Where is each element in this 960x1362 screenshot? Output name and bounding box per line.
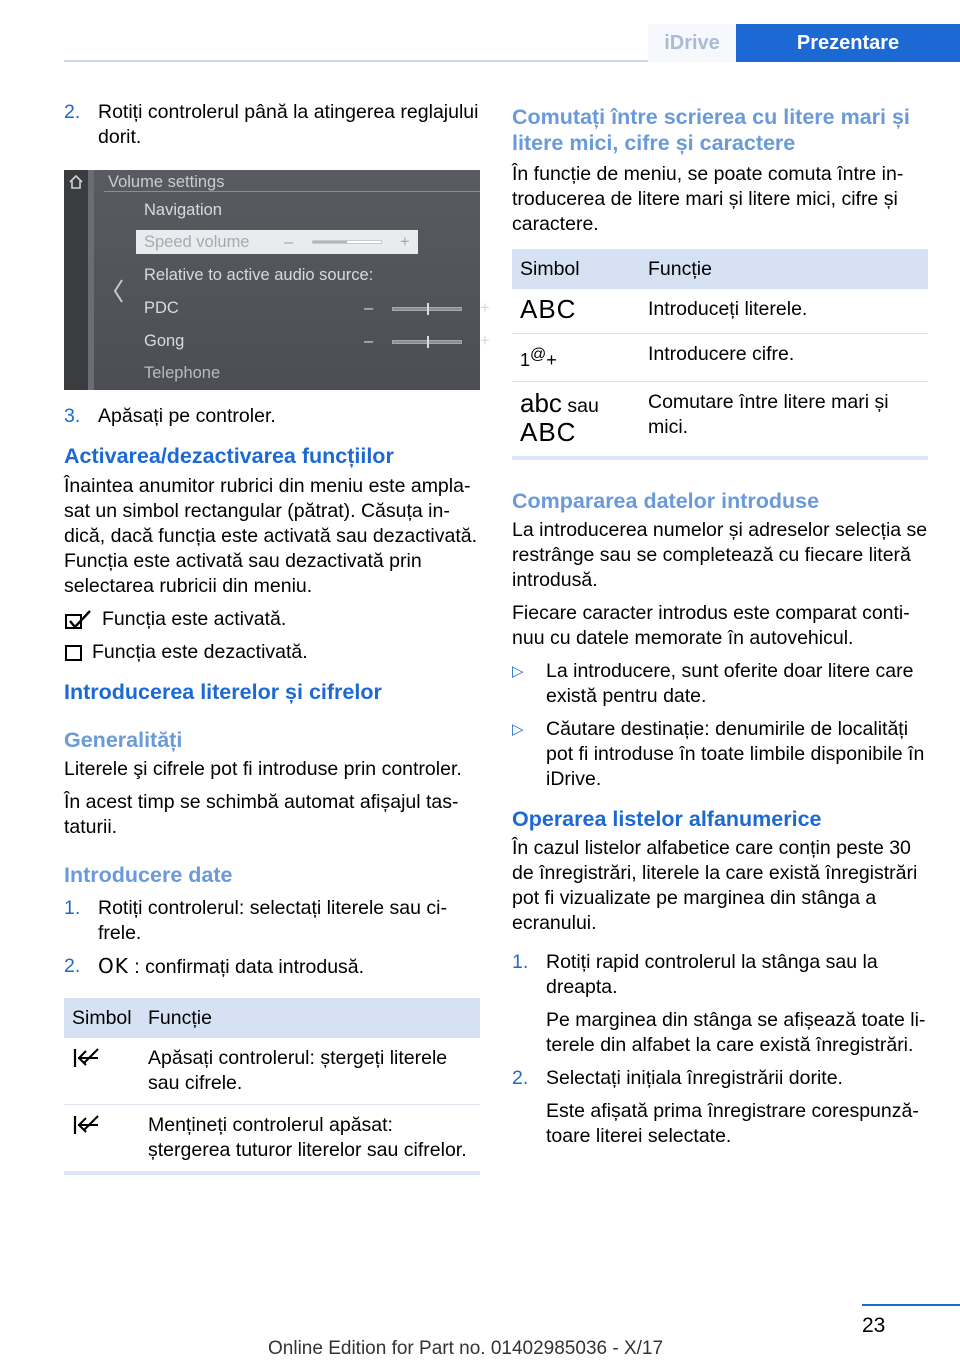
list-step-2: 2. Selectați inițiala înregistrării dorite. Este afișată prima înregistrare corespunzătoare literei selectate. <box>512 1067 919 1147</box>
speed-volume-slider[interactable] <box>312 240 382 244</box>
menu-row-relative: Relative to active audio source: <box>144 266 374 284</box>
triangle-bullet-icon: ▷ <box>512 663 524 680</box>
abc-uppercase-symbol: ABC <box>520 417 577 447</box>
footer-rule <box>862 1304 960 1306</box>
step-3: 3. Apăsați pe controler. <box>64 405 276 427</box>
numbers-symbol: 1@+ <box>520 346 557 370</box>
heading-activare: Activarea/dezactivarea funcțiilor <box>64 444 394 468</box>
check-on-line: Funcția este activată. <box>64 607 480 632</box>
heading-comutati: Comutați între scrierea cu litere mari și litere mici, cifre și caractere <box>512 105 910 155</box>
pdc-slider[interactable] <box>392 307 462 311</box>
heading-compararea: Compararea datelor introduse <box>512 489 820 513</box>
screen-title: Volume settings <box>108 173 225 191</box>
chevron-left-icon[interactable] <box>112 278 124 304</box>
right-column <box>512 104 928 1157</box>
menu-row-speed-volume[interactable]: Speed volume – + <box>136 230 418 254</box>
heading-generalitati: Generalități <box>64 728 183 752</box>
list-step-1: 1. Rotiți rapid controlerul la stânga sau la dreapta. Pe marginea din stânga se afișează toate literele din alfabet la care există înregistrări. <box>512 951 926 1056</box>
abc-uppercase-symbol: ABC <box>520 294 577 324</box>
page-number: 23 <box>862 1314 886 1337</box>
heading-introducerea: Introducerea literelor și cifrelor <box>64 680 382 704</box>
step-text: Rotiți controlerul până la atingerea reglajului dorit. <box>98 101 479 148</box>
table-header-row: Simbol Funcție <box>64 998 480 1038</box>
paragraph-operarea: În cazul listelor alfabetice care conțin peste 30 de înregistrări, literele la care există înregistrări pot fi vizualizate pe marginea din stânga a ecranului. <box>512 837 918 934</box>
check-off-line: Funcția este dezactivată. <box>64 640 480 665</box>
volume-settings-screenshot <box>64 170 490 390</box>
switch-symbols-table <box>512 249 928 460</box>
paragraph-activare: Înaintea anumitor rubrici din meniu este amplasat un simbol rectangular (pătrat). Căsuța indică, dacă funcția este activată sau dezactivată. Funcția este activată sau dezactivată prin selectarea rubricii din meniu. <box>64 475 477 597</box>
table-header-row: Simbol Funcție <box>512 249 928 289</box>
menu-row-telephone[interactable]: Telephone <box>144 364 221 382</box>
abc-lowercase-symbol: abc <box>520 388 562 418</box>
header-tab-prezentare[interactable]: Prezentare <box>736 24 960 62</box>
screen-title-underline <box>104 191 480 192</box>
date-step-2: 2. OK : confirmați data introdusă. <box>64 954 365 978</box>
gong-slider[interactable] <box>392 340 462 344</box>
ok-symbol: OK <box>98 954 129 978</box>
paragraph-comp-2: Fiecare caracter introdus este comparat continuu cu datele memorate în autovehicul. <box>512 602 910 649</box>
paragraph-gen-1: Literele şi cifrele pot fi introduse prin controler. <box>64 758 462 780</box>
step-number: 2. <box>64 101 81 123</box>
paragraph-gen-2: În acest timp se schimbă automat afișajul tastaturii. <box>64 791 459 838</box>
paragraph-comutati: În funcție de meniu, se poate comuta între introducerea de litere mari și litere mici, cifre și caractere. <box>512 163 904 235</box>
delete-symbols-table <box>64 998 480 1175</box>
step-2 <box>64 100 480 150</box>
checkbox-checked-icon <box>64 609 94 631</box>
checkbox-empty-icon <box>64 643 86 663</box>
menu-row-gong[interactable]: Gong – + <box>144 332 490 350</box>
menu-row-navigation[interactable]: Navigation <box>144 201 222 219</box>
list-item: ▷ Căutare destinație: denumirile de localități pot fi introduse în toate limbile disponibile în iDrive. <box>512 718 925 790</box>
edition-footer: Online Edition for Part no. 01402985036 - X/17 <box>268 1338 664 1359</box>
table-row: ABC Introduceți literele. <box>512 289 928 334</box>
header-tab-idrive[interactable]: iDrive <box>648 24 736 62</box>
heading-operarea: Operarea listelor alfanumerice <box>512 807 822 831</box>
delete-all-arrow-icon <box>72 1113 102 1137</box>
table-row: abc sau ABC Comutare între litere mari și mici. <box>520 388 889 447</box>
table-row: Apăsați controlerul: ștergeți literele sau cifrele. <box>64 1038 480 1105</box>
paragraph-comp-1: La introducerea numelor și adreselor selecția se restrânge sau se completează cu fiecare literă introdusă. <box>512 519 928 591</box>
table-row: 1@+ Introducere cifre. <box>512 334 928 382</box>
home-icon <box>68 175 84 189</box>
triangle-bullet-icon: ▷ <box>512 721 524 738</box>
list-item: ▷ La introducere, sunt oferite doar litere care există pentru date. <box>512 660 914 707</box>
table-row: Mențineți controlerul apăsat: ștergerea tuturor literelor sau cifrelor. <box>64 1105 480 1174</box>
left-column <box>64 100 490 1189</box>
menu-row-pdc[interactable]: PDC – + <box>144 299 490 317</box>
heading-introducere-date: Introducere date <box>64 863 233 887</box>
delete-arrow-icon <box>72 1046 102 1070</box>
date-step-1: 1. Rotiți controlerul: selectați literele sau cifrele. <box>64 897 447 944</box>
